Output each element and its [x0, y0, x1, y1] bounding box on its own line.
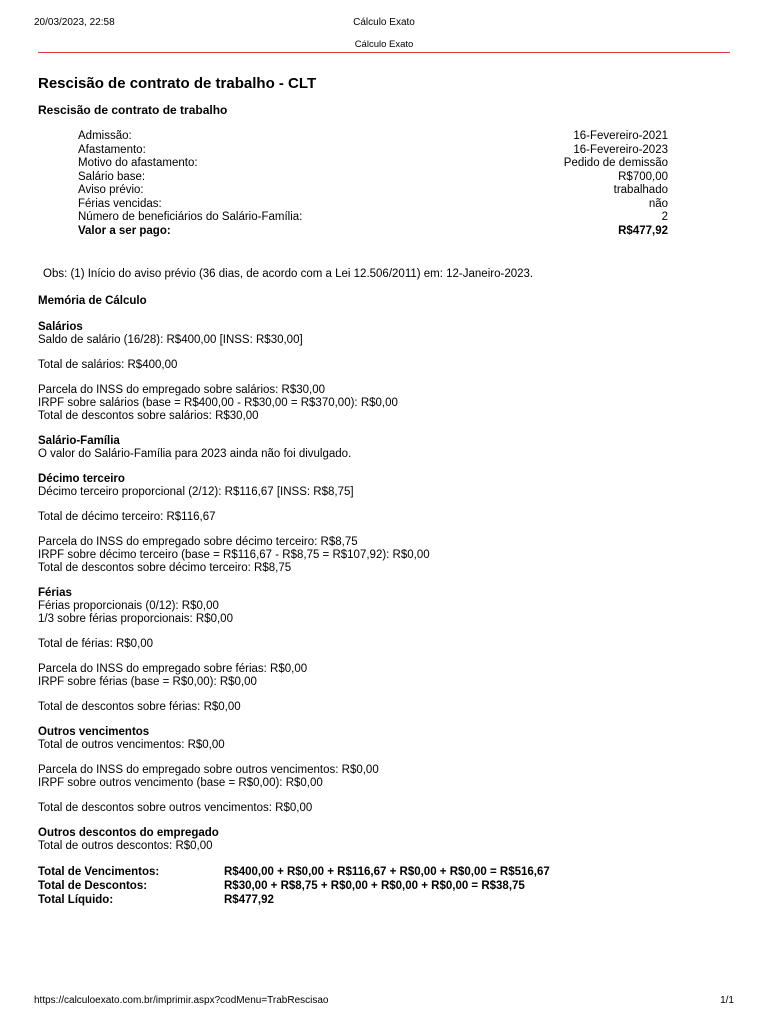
site-title: Cálculo Exato [354, 39, 414, 50]
total-label: Total de Vencimentos: [38, 866, 160, 878]
section-outros-descontos [38, 827, 738, 853]
summary-label: Férias vencidas: [78, 197, 162, 210]
summary-table [78, 130, 668, 238]
calc-line: Total de descontos sobre outros vencimentos: R$0,00 [38, 802, 313, 814]
calc-line: O valor do Salário-Família para 2023 ainda não foi divulgado. [38, 448, 352, 460]
summary-row-afastamento [78, 144, 668, 158]
calculation-memory [38, 294, 738, 907]
summary-value: R$700,00 [618, 170, 668, 183]
summary-label: Aviso prévio: [78, 184, 144, 196]
summary-value: 16-Fevereiro-2021 [573, 130, 668, 142]
total-row-descontos [38, 879, 738, 893]
calc-line: Férias proporcionais (0/12): R$0,00 [38, 600, 219, 612]
calc-line: IRPF sobre décimo terceiro (base = R$116,67 - R$8,75 = R$107,92): R$0,00 [38, 549, 430, 561]
section-title: Salários [38, 321, 83, 333]
summary-value: não [648, 197, 668, 210]
summary-row-beneficiarios [78, 211, 668, 225]
calc-line: Total de outros descontos: R$0,00 [38, 840, 213, 852]
calc-line: IRPF sobre salários (base = R$400,00 - R$30,00 = R$370,00): R$0,00 [38, 397, 398, 409]
print-page-title: Cálculo Exato [353, 17, 415, 28]
total-value: R$400,00 + R$0,00 + R$116,67 + R$0,00 + R$0,00 = R$516,67 [224, 866, 550, 878]
calc-line: Total de descontos sobre férias: R$0,00 [38, 701, 241, 713]
section-salarios [38, 321, 738, 423]
footer-page-number: 1/1 [720, 995, 734, 1006]
section-title: Férias [38, 587, 72, 599]
total-row-liquido [38, 893, 738, 907]
summary-label: Salário base: [78, 170, 146, 183]
calc-line: 1/3 sobre férias proporcionais: R$0,00 [38, 613, 233, 625]
calc-line: Parcela do INSS do empregado sobre férias: R$0,00 [38, 663, 308, 675]
calc-line: Saldo de salário (16/28): R$400,00 [INSS: R$30,00] [38, 334, 303, 346]
summary-label: Admissão: [78, 130, 132, 142]
total-label: Total Líquido: [38, 894, 114, 906]
summary-row-aviso-previo [78, 184, 668, 198]
calculation-memory-title: Memória de Cálculo [38, 295, 147, 307]
summary-label: Afastamento: [78, 143, 146, 156]
section-title: Outros descontos do empregado [38, 827, 219, 839]
summary-row-admissao [78, 130, 668, 144]
section-ferias [38, 587, 738, 714]
calc-line: Parcela do INSS do empregado sobre salários: R$30,00 [38, 384, 326, 396]
calc-line: Décimo terceiro proporcional (2/12): R$116,67 [INSS: R$8,75] [38, 486, 354, 498]
document-subtitle: Rescisão de contrato de trabalho [38, 103, 228, 117]
header-divider [38, 52, 730, 53]
summary-value: 2 [661, 211, 668, 223]
summary-row-motivo [78, 157, 668, 171]
totals-block [38, 865, 738, 907]
summary-row-ferias-vencidas [78, 198, 668, 212]
section-decimo-terceiro [38, 473, 738, 575]
summary-label: Valor a ser pago: [78, 224, 171, 237]
total-value: R$477,92 [224, 894, 274, 906]
calc-line: IRPF sobre férias (base = R$0,00): R$0,00 [38, 676, 257, 688]
summary-value: Pedido de demissão [563, 157, 668, 169]
section-title: Décimo terceiro [38, 473, 125, 485]
summary-value: trabalhado [613, 184, 668, 196]
summary-value: 16-Fevereiro-2023 [573, 143, 668, 156]
summary-label: Motivo do afastamento: [78, 157, 198, 169]
total-row-vencimentos [38, 865, 738, 879]
summary-label: Número de beneficiários do Salário-Família: [78, 211, 303, 223]
calc-line: Parcela do INSS do empregado sobre décimo terceiro: R$8,75 [38, 536, 358, 548]
section-title: Outros vencimentos [38, 726, 150, 738]
section-title: Salário-Família [38, 435, 120, 447]
calc-line: Parcela do INSS do empregado sobre outros vencimentos: R$0,00 [38, 764, 379, 776]
calc-line: Total de décimo terceiro: R$116,67 [38, 511, 216, 523]
total-value: R$30,00 + R$8,75 + R$0,00 + R$0,00 + R$0,00 = R$38,75 [224, 880, 525, 892]
print-datetime: 20/03/2023, 22:58 [34, 17, 115, 28]
footer-url: https://calculoexato.com.br/imprimir.aspx?codMenu=TrabRescisao [34, 995, 329, 1006]
calc-line: Total de outros vencimentos: R$0,00 [38, 739, 225, 751]
calc-line: Total de salários: R$400,00 [38, 359, 178, 371]
document-title: Rescisão de contrato de trabalho - CLT [38, 75, 317, 92]
calc-line: Total de descontos sobre salários: R$30,00 [38, 410, 259, 422]
section-outros-vencimentos [38, 726, 738, 815]
calc-line: Total de descontos sobre décimo terceiro: R$8,75 [38, 562, 292, 574]
calc-line: IRPF sobre outros vencimento (base = R$0,00): R$0,00 [38, 777, 323, 789]
summary-row-salario-base [78, 171, 668, 185]
calc-line: Total de férias: R$0,00 [38, 638, 154, 650]
section-salario-familia [38, 435, 738, 461]
summary-row-valor-a-pagar [78, 225, 668, 239]
summary-value: R$477,92 [618, 224, 668, 237]
total-label: Total de Descontos: [38, 880, 148, 892]
observation-note: Obs: (1) Início do aviso prévio (36 dias, de acordo com a Lei 12.506/2011) em: 12-Janeiro-2023. [43, 268, 534, 280]
